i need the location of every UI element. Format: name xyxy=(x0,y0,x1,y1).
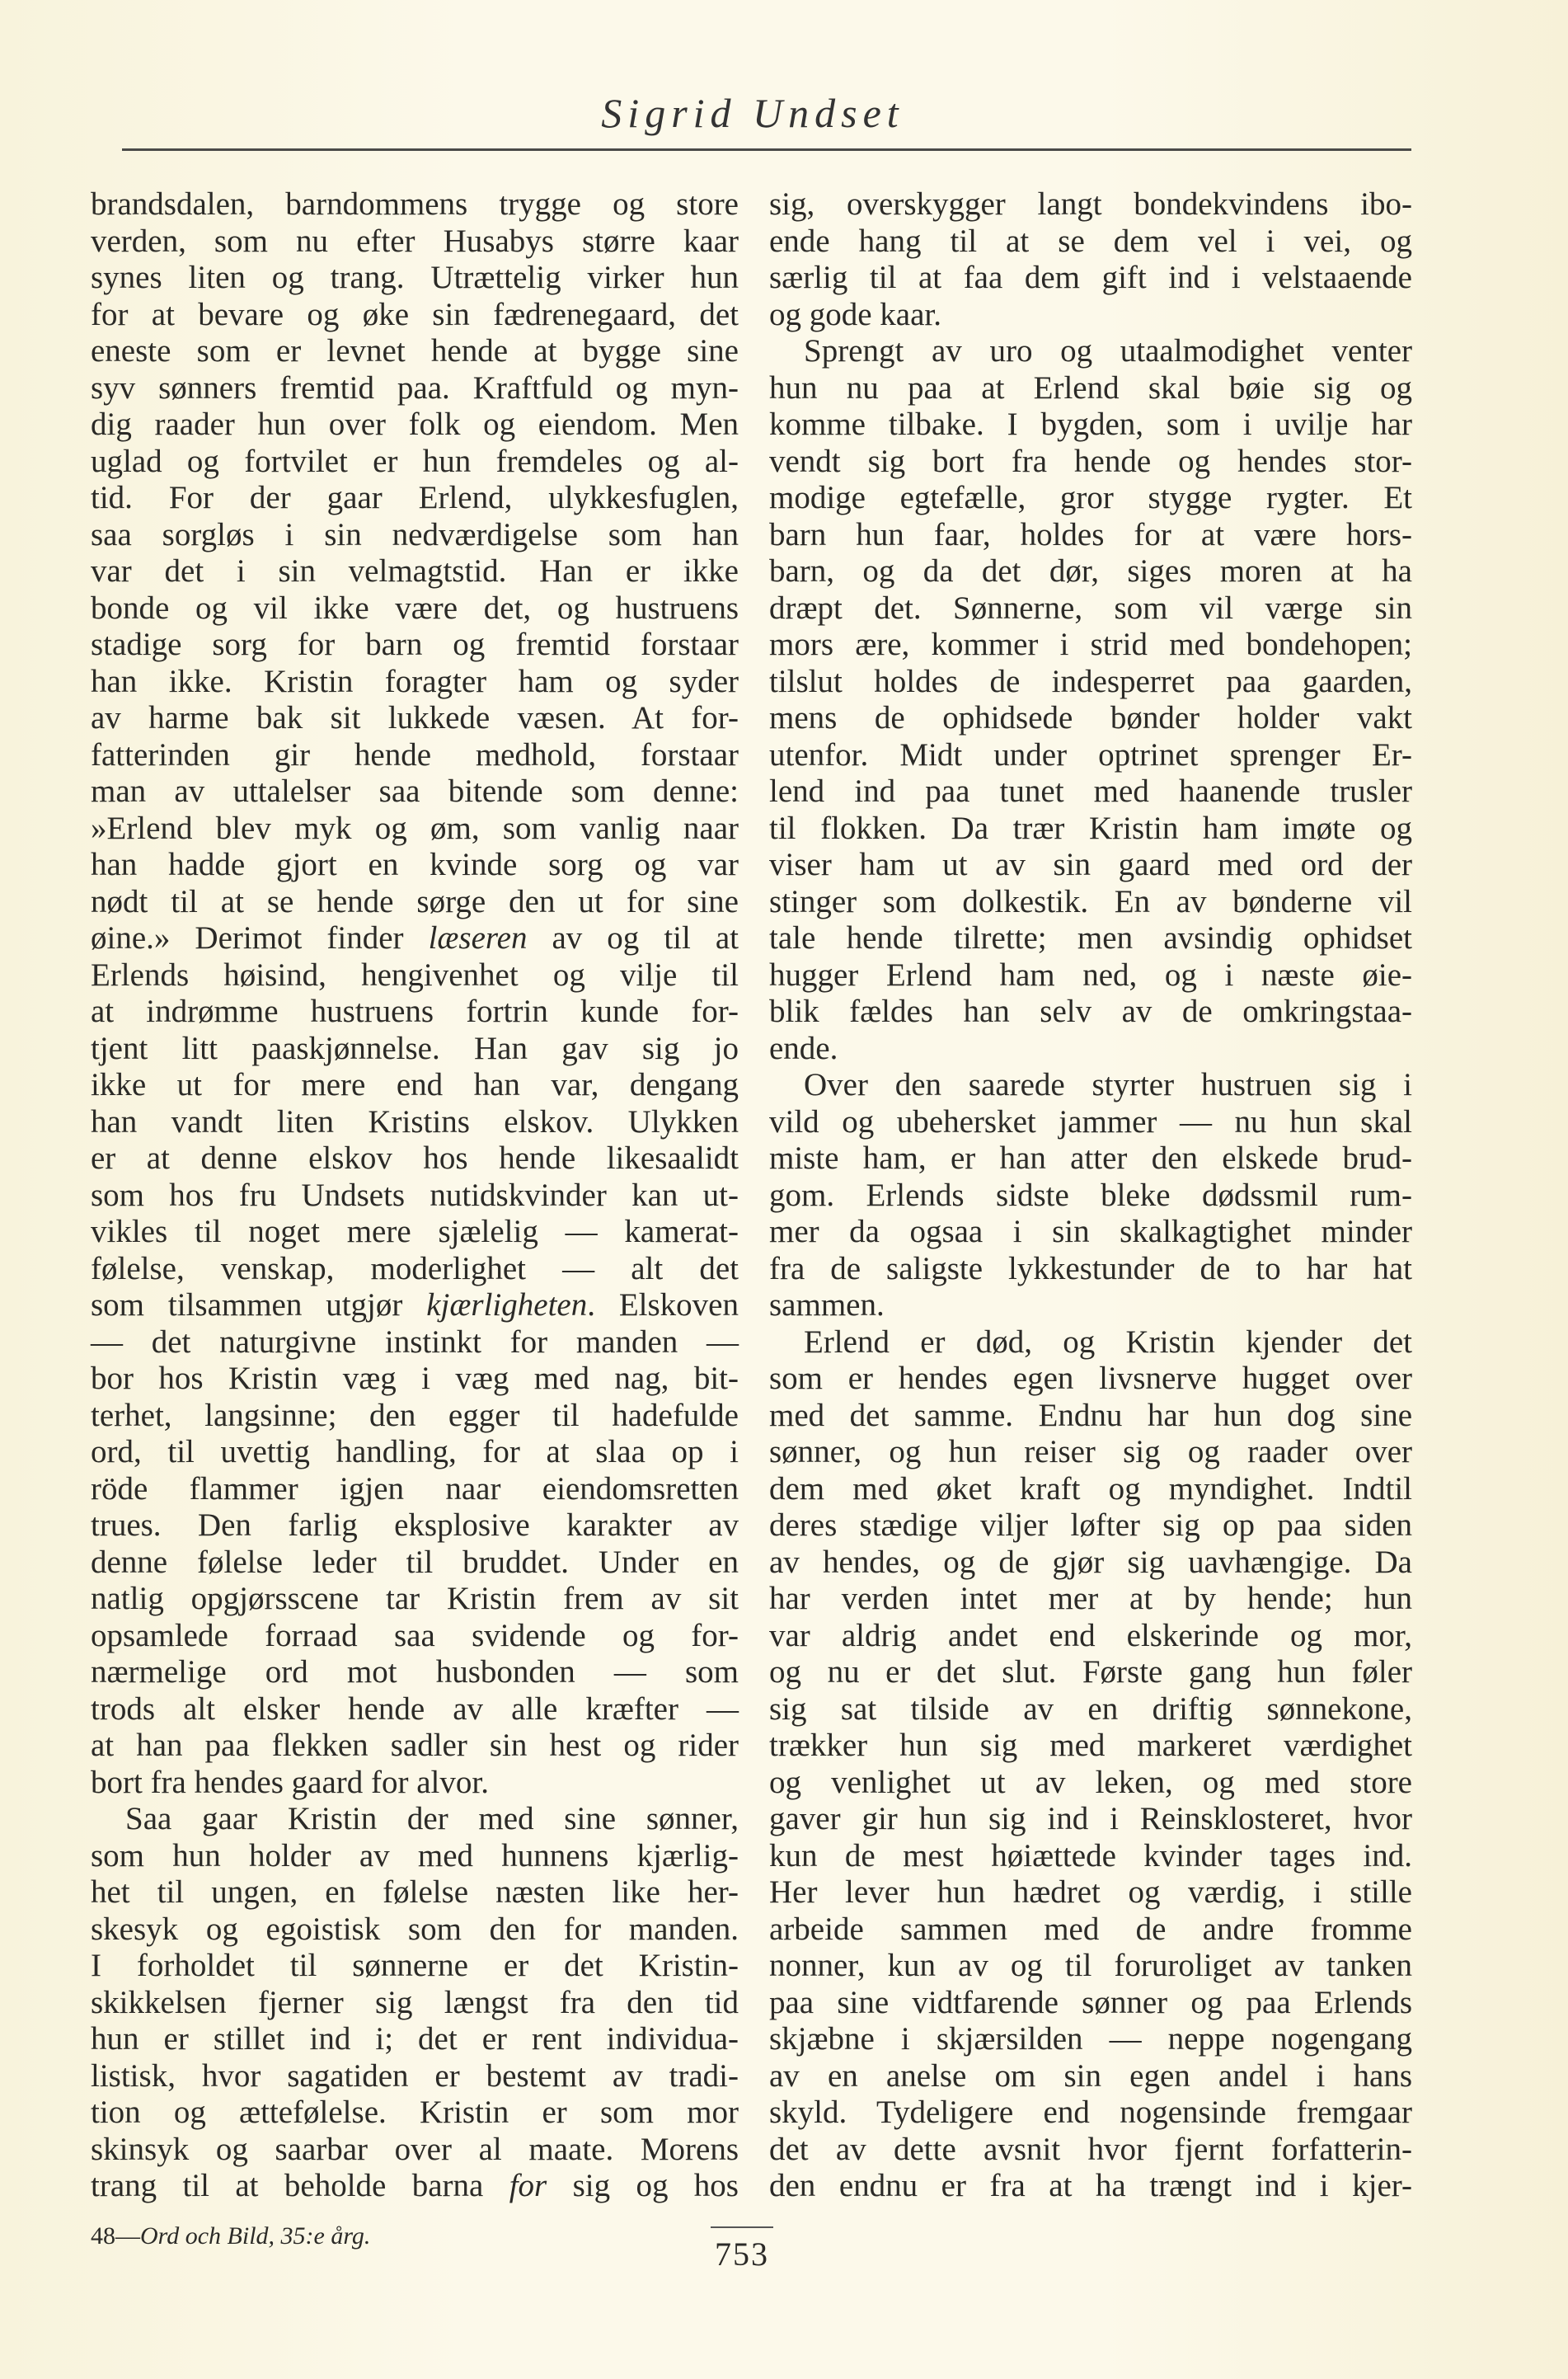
text-segment: hun nu paa at Erlend skal bøie sig og xyxy=(769,369,1412,406)
text-segment: synes liten og trang. Utrættelig virker hun xyxy=(91,260,739,295)
text-segment: stadige sorg for barn og fremtid forstaar xyxy=(91,627,739,662)
text-line xyxy=(91,480,739,517)
text-segment: som hos fru Undsets nutidskvinder kan ut- xyxy=(91,1177,739,1213)
text-line xyxy=(769,1728,1412,1765)
text-line xyxy=(769,1581,1412,1618)
text-segment: har verden intet mer at by hende; hun xyxy=(769,1581,1412,1616)
text-segment: til flokken. Da trær Kristin ham imøte og xyxy=(769,810,1412,846)
text-segment: lend ind paa tunet med haanende trusler xyxy=(769,773,1412,809)
text-line xyxy=(769,297,1412,334)
text-segment: blik fældes han selv av de omkringstaa- xyxy=(769,994,1412,1029)
text-segment: bor hos Kristin væg i væg med nag, bit- xyxy=(91,1361,739,1396)
text-segment: barn hun faar, holdes for at være hors- xyxy=(769,516,1412,552)
text-line xyxy=(91,1398,739,1435)
text-line xyxy=(91,737,739,774)
text-line xyxy=(91,260,739,297)
text-segment: ord, til uvettig handling, for at slaa op i xyxy=(91,1434,739,1469)
text-line xyxy=(91,1031,739,1068)
text-segment: trues. Den farlig eksplosive karakter av xyxy=(91,1507,739,1543)
text-segment: og nu er det slut. Første gang hun føler xyxy=(769,1654,1412,1690)
text-line xyxy=(769,1911,1412,1949)
text-line xyxy=(91,370,739,407)
text-segment: barn, og da det dør, siges moren at ha xyxy=(769,553,1412,589)
text-segment: ikke ut for mere end han var, dengang xyxy=(91,1067,739,1103)
text-line xyxy=(91,2132,739,2169)
text-segment: kun de mest høiættede kvinder tages ind. xyxy=(769,1837,1412,1874)
text-line xyxy=(91,407,739,444)
text-segment: skikkelsen fjerner sig længst fra den tid xyxy=(91,1984,739,2020)
text-segment: syv sønners fremtid paa. Kraftfuld og myn- xyxy=(91,369,739,406)
text-segment: eneste som er levnet hende at bygge sine xyxy=(91,333,739,369)
text-line xyxy=(91,1691,739,1728)
text-line xyxy=(91,186,739,223)
text-segment: øine.» Derimot finder xyxy=(91,920,429,956)
text-segment: vild og ubehersket jammer — nu hun skal xyxy=(769,1103,1412,1140)
text-line xyxy=(769,627,1412,664)
text-line xyxy=(769,1324,1412,1361)
text-line xyxy=(91,1214,739,1251)
text-segment: av hendes, og de gjør sig uavhængige. Da xyxy=(769,1544,1412,1580)
text-segment: komme tilbake. I bygden, som i uvilje har xyxy=(769,407,1412,442)
text-line xyxy=(769,333,1412,370)
text-segment: vendt sig bort fra hende og hendes stor- xyxy=(769,443,1412,479)
text-segment: . Elskoven xyxy=(587,1287,739,1323)
text-line xyxy=(769,1874,1412,1911)
text-segment: bonde og vil ikke være det, og hustruens xyxy=(91,590,739,626)
left-column xyxy=(91,186,739,2205)
text-line xyxy=(91,1251,739,1288)
text-segment: terhet, langsinne; den egger til hadefulde xyxy=(91,1397,739,1433)
text-line xyxy=(769,1691,1412,1728)
text-segment: röde flammer igjen naar eiendomsretten xyxy=(91,1470,739,1507)
text-segment: fra de saligste lykkestunder de to har hat xyxy=(769,1250,1412,1286)
text-segment: han vandt liten Kristins elskov. Ulykken xyxy=(91,1103,739,1140)
text-line xyxy=(769,1398,1412,1435)
text-segment: tale hende tilrette; men avsindig ophidset xyxy=(769,920,1412,956)
text-line xyxy=(91,664,739,701)
right-column xyxy=(769,186,1412,2205)
text-line xyxy=(91,1507,739,1544)
text-segment: mens de ophidsede bønder holder vakt xyxy=(769,700,1412,736)
text-line xyxy=(91,1838,739,1875)
text-line xyxy=(91,847,739,884)
text-line xyxy=(91,1618,739,1655)
text-line xyxy=(769,1287,1412,1324)
text-segment: som er hendes egen livsnerve hugget over xyxy=(769,1361,1412,1396)
text-segment: av en anelse om sin egen andel i hans xyxy=(769,2057,1412,2094)
text-segment: trang til at beholde barna xyxy=(91,2168,509,2203)
text-line xyxy=(769,1434,1412,1471)
text-segment: at indrømme hustruens fortrin kunde for- xyxy=(91,994,739,1029)
text-line xyxy=(91,920,739,957)
text-line xyxy=(91,1911,739,1949)
text-segment: vikles til noget mere sjælelig — kamerat- xyxy=(91,1214,739,1249)
text-line xyxy=(91,1581,739,1618)
text-segment: natlig opgjørsscene tar Kristin frem av sit xyxy=(91,1581,739,1616)
footer-volume: , 35:e årg. xyxy=(268,2222,371,2250)
text-segment: Over den saarede styrter hustruen sig i xyxy=(804,1067,1412,1103)
text-line xyxy=(91,1067,739,1104)
text-line xyxy=(769,737,1412,774)
text-segment: arbeide sammen med de andre fromme xyxy=(769,1911,1412,1947)
text-segment: var aldrig andet end elskerinde og mor, xyxy=(769,1617,1412,1653)
text-line xyxy=(769,1361,1412,1398)
text-segment: han hadde gjort en kvinde sorg og var xyxy=(91,847,739,882)
text-line xyxy=(769,517,1412,554)
text-line xyxy=(91,333,739,370)
text-segment: nødt til at se hende sørge den ut for sine xyxy=(91,883,739,919)
text-segment: som hun holder av med hunnens kjærlig- xyxy=(91,1837,739,1874)
text-segment: hugger Erlend ham ned, og i næste øie- xyxy=(769,957,1412,993)
text-line xyxy=(769,884,1412,921)
page-number: 753 xyxy=(715,2236,769,2273)
text-segment: nonner, kun av og til foruroliget av tanken xyxy=(769,1948,1412,1983)
text-line xyxy=(769,1985,1412,2022)
text-segment: som tilsammen utgjør xyxy=(91,1287,427,1323)
text-segment: ende hang til at se dem vel i vei, og xyxy=(769,223,1412,259)
text-line xyxy=(769,1067,1412,1104)
text-segment: mors ære, kommer i strid med bondehopen; xyxy=(769,627,1412,662)
text-line xyxy=(769,847,1412,884)
text-segment: gom. Erlends sidste bleke dødssmil rum- xyxy=(769,1177,1412,1213)
text-line xyxy=(769,2095,1412,2132)
text-line xyxy=(769,1507,1412,1544)
footer-journal-title: Ord och Bild xyxy=(140,2222,269,2250)
text-line xyxy=(91,1801,739,1838)
text-segment: tid. For der gaar Erlend, ulykkesfuglen, xyxy=(91,480,739,515)
text-line xyxy=(91,2095,739,2132)
text-line xyxy=(769,2132,1412,2169)
text-line xyxy=(91,811,739,848)
text-line xyxy=(769,1948,1412,1985)
text-line xyxy=(91,1874,739,1911)
text-segment: og venlighet ut av leken, og med store xyxy=(769,1764,1412,1800)
text-segment: sig sat tilside av en driftig sønnekone, xyxy=(769,1690,1412,1727)
text-segment: nærmelige ord mot husbonden — som xyxy=(91,1654,739,1690)
text-line xyxy=(91,1324,739,1361)
text-segment: mer da ogsaa i sin skalkagtighet minder xyxy=(769,1214,1412,1249)
text-line xyxy=(91,1140,739,1178)
text-line xyxy=(91,1361,739,1398)
text-segment: Saa gaar Kristin der med sine sønner, xyxy=(125,1801,739,1836)
text-line xyxy=(769,2058,1412,2095)
text-line xyxy=(91,2058,739,2095)
text-segment: for at bevare og øke sin fædrenegaard, det xyxy=(91,296,739,332)
text-segment: det av dette avsnit hvor fjernt forfatterin- xyxy=(769,2131,1412,2167)
text-line xyxy=(769,664,1412,701)
text-line xyxy=(769,994,1412,1031)
text-segment: brandsdalen, barndommens trygge og store xyxy=(91,186,739,222)
text-line xyxy=(91,627,739,664)
text-segment: sønner, og hun reiser sig og raader over xyxy=(769,1434,1412,1469)
text-segment: het til ungen, en følelse næsten like her- xyxy=(91,1874,739,1910)
text-line xyxy=(769,957,1412,994)
text-segment: med det samme. Endnu har hun dog sine xyxy=(769,1397,1412,1433)
text-line xyxy=(91,2021,739,2058)
text-segment: dig raader hun over folk og eiendom. Men xyxy=(91,407,739,442)
text-line xyxy=(91,773,739,811)
text-line xyxy=(769,1801,1412,1838)
text-line xyxy=(769,1765,1412,1802)
text-segment: utenfor. Midt under optrinet sprenger Er- xyxy=(769,736,1412,773)
text-line xyxy=(91,517,739,554)
text-line xyxy=(91,1544,739,1582)
text-line xyxy=(91,1765,739,1802)
text-line xyxy=(91,297,739,334)
text-line xyxy=(769,700,1412,737)
text-segment: opsamlede forraad saa svidende og for- xyxy=(91,1617,739,1653)
text-segment: Her lever hun hædret og værdig, i stille xyxy=(769,1874,1412,1910)
text-segment: Erlend er død, og Kristin kjender det xyxy=(804,1323,1412,1360)
text-segment: den endnu er fra at ha trængt ind i kjer- xyxy=(769,2168,1412,2203)
text-segment: miste ham, er han atter den elskede brud- xyxy=(769,1140,1412,1176)
text-segment: sammen. xyxy=(769,1287,885,1323)
text-segment: man av uttalelser saa bitende som denne: xyxy=(91,773,739,809)
text-line xyxy=(91,444,739,481)
text-line xyxy=(91,553,739,590)
text-segment: trækker hun sig med markeret værdighet xyxy=(769,1728,1412,1763)
text-segment: Erlends høisind, hengivenhet og vilje til xyxy=(91,957,739,993)
text-segment: stinger som dolkestik. En av bønderne vil xyxy=(769,883,1412,919)
text-segment: tilslut holdes de indesperret paa gaarden, xyxy=(769,663,1412,699)
text-line xyxy=(769,773,1412,811)
text-segment: sig og hos xyxy=(547,2168,739,2203)
text-line xyxy=(91,994,739,1031)
text-line xyxy=(769,1178,1412,1215)
text-segment: at han paa flekken sadler sin hest og rider xyxy=(91,1728,739,1763)
text-segment: dem med øket kraft og myndighet. Indtil xyxy=(769,1470,1412,1507)
running-header-author: Sigrid Undset xyxy=(601,90,904,136)
italic-text: for xyxy=(509,2168,547,2203)
text-line xyxy=(91,1948,739,1985)
text-segment: trods alt elsker hende av alle kræfter — xyxy=(91,1690,739,1727)
text-segment: skjæbne i skjærsilden — neppe nogengang xyxy=(769,2021,1412,2057)
text-segment: er at denne elskov hos hende likesaalidt xyxy=(91,1140,739,1176)
footer-signature xyxy=(91,2222,370,2250)
text-line xyxy=(91,223,739,261)
text-segment: dræpt det. Sønnerne, som vil værge sin xyxy=(769,590,1412,626)
text-segment: uglad og fortvilet er hun fremdeles og al- xyxy=(91,443,739,479)
text-segment: modige egtefælle, gror stygge rygter. Et xyxy=(769,480,1412,515)
text-segment: ende. xyxy=(769,1030,838,1066)
text-segment: deres stædige viljer løfter sig op paa siden xyxy=(769,1507,1412,1543)
text-line xyxy=(91,1287,739,1324)
text-segment: og gode kaar. xyxy=(769,296,942,332)
text-segment: paa sine vidtfarende sønner og paa Erlends xyxy=(769,1984,1412,2020)
text-segment: skyld. Tydeligere end nogensinde fremgaar xyxy=(769,2095,1412,2130)
text-line xyxy=(769,370,1412,407)
text-line xyxy=(769,1838,1412,1875)
text-line xyxy=(769,407,1412,444)
footer-sheet-number: 48— xyxy=(91,2222,140,2250)
text-line xyxy=(769,1214,1412,1251)
text-segment: følelse, venskap, moderlighet — alt det xyxy=(91,1250,739,1286)
text-line xyxy=(91,700,739,737)
text-line xyxy=(91,884,739,921)
text-segment: tion og ættefølelse. Kristin er som mor xyxy=(91,2095,739,2130)
text-segment: av harme bak sit lukkede væsen. At for- xyxy=(91,700,739,736)
text-line xyxy=(769,1031,1412,1068)
text-segment: av og til at xyxy=(527,920,739,956)
text-segment: »Erlend blev myk og øm, som vanlig naar xyxy=(91,810,739,846)
text-line xyxy=(769,1104,1412,1141)
text-line xyxy=(769,1140,1412,1178)
italic-text: kjærligheten xyxy=(426,1287,588,1323)
text-line xyxy=(91,1728,739,1765)
text-segment: fatterinden gir hende medhold, forstaar xyxy=(91,736,739,773)
text-segment: saa sorgløs i sin nedværdigelse som han xyxy=(91,516,739,552)
text-segment: skinsyk og saarbar over al maate. Morens xyxy=(91,2131,739,2167)
text-segment: Sprengt av uro og utaalmodighet venter xyxy=(804,333,1412,369)
text-segment: verden, som nu efter Husabys større kaar xyxy=(91,223,739,259)
text-line xyxy=(91,2168,739,2205)
page-number-rule xyxy=(711,2226,773,2228)
text-segment: bort fra hendes gaard for alvor. xyxy=(91,1764,489,1800)
text-line xyxy=(769,590,1412,628)
text-segment: viser ham ut av sin gaard med ord der xyxy=(769,847,1412,882)
text-line xyxy=(769,1544,1412,1582)
text-segment: gaver gir hun sig ind i Reinsklosteret, hvor xyxy=(769,1801,1412,1836)
text-line xyxy=(769,920,1412,957)
text-segment: sig, overskygger langt bondekvindens ibo- xyxy=(769,186,1412,222)
text-line xyxy=(91,590,739,628)
text-line xyxy=(91,1985,739,2022)
text-segment: han ikke. Kristin foragter ham og syder xyxy=(91,663,739,699)
text-segment: denne følelse leder til bruddet. Under en xyxy=(91,1544,739,1580)
text-segment: listisk, hvor sagatiden er bestemt av tradi- xyxy=(91,2057,739,2094)
text-line xyxy=(769,186,1412,223)
text-segment: særlig til at faa dem gift ind i velstaaende xyxy=(769,260,1412,295)
text-segment: tjent litt paaskjønnelse. Han gav sig jo xyxy=(91,1030,739,1066)
text-segment: skesyk og egoistisk som den for manden. xyxy=(91,1911,739,1947)
text-line xyxy=(769,811,1412,848)
text-line xyxy=(769,1471,1412,1508)
text-line xyxy=(769,553,1412,590)
text-line xyxy=(769,2168,1412,2205)
text-line xyxy=(769,260,1412,297)
text-line xyxy=(769,1251,1412,1288)
header-rule xyxy=(122,148,1411,151)
text-line xyxy=(91,1178,739,1215)
text-line xyxy=(769,480,1412,517)
text-segment: hun er stillet ind i; det er rent individua- xyxy=(91,2021,739,2057)
text-line xyxy=(769,223,1412,261)
text-line xyxy=(91,1471,739,1508)
text-segment: — det naturgivne instinkt for manden — xyxy=(91,1323,739,1360)
text-segment: I forholdet til sønnerne er det Kristin- xyxy=(91,1948,739,1983)
text-line xyxy=(91,1654,739,1691)
text-line xyxy=(769,1618,1412,1655)
text-line xyxy=(769,444,1412,481)
text-line xyxy=(91,957,739,994)
text-segment: var det i sin velmagtstid. Han er ikke xyxy=(91,553,739,589)
text-line xyxy=(91,1104,739,1141)
text-line xyxy=(91,1434,739,1471)
text-line xyxy=(769,2021,1412,2058)
italic-text: læseren xyxy=(428,920,528,956)
text-line xyxy=(769,1654,1412,1691)
